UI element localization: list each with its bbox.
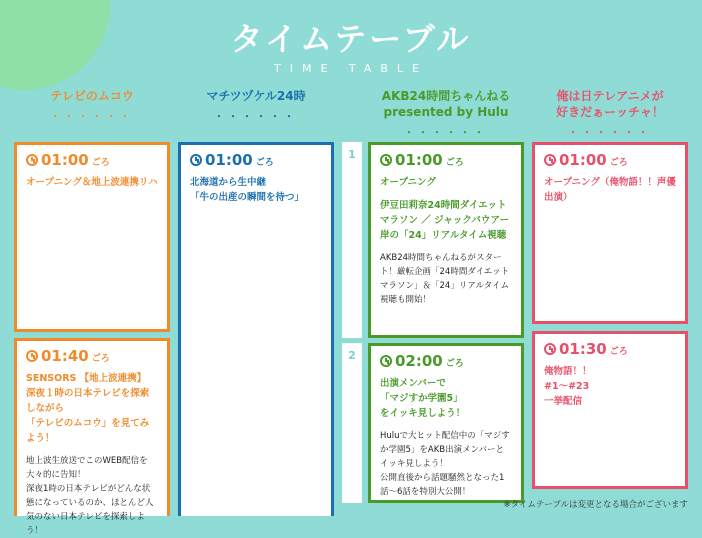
program-card[interactable] [368, 142, 524, 338]
channel-name: 俺は日テレアニメが 好きだぁーッチャ！ [556, 89, 664, 119]
program-title: 出演メンバーで 「マジすか学園5」 をイッキ見しよう！ [380, 378, 466, 419]
program-title: オープニング＆地上波連携リハ [26, 177, 158, 188]
page-title: タイムテーブル [230, 20, 472, 58]
time-approx: ごろ [445, 359, 464, 369]
clock-icon [190, 154, 202, 166]
program-title: SENSORS 【地上波連携】 深夜１時の日本テレビを探索しながら 「テレビのムコウ」を見てみよう！ [26, 373, 150, 444]
program-title-2: 伊豆田莉奈24時間ダイエットマラソン ／ ジャックバウアー岸の「24」リアルタイム視聴 [380, 200, 510, 241]
channel-name: テレビのムコウ [50, 89, 134, 103]
page-subtitle: TIME TABLE [274, 62, 428, 75]
start-time: 01:00 [41, 151, 89, 169]
start-time: 02:00 [395, 352, 443, 370]
start-time: 01:30 [559, 340, 607, 358]
channel-dots: ・・・・・・ [568, 128, 652, 139]
start-time: 01:00 [205, 151, 253, 169]
start-time: 01:00 [559, 151, 607, 169]
program-card[interactable] [178, 142, 334, 516]
program-title: オープニング [380, 177, 436, 188]
time-approx: ごろ [445, 158, 464, 168]
channel-header-2 [178, 88, 334, 126]
clock-icon [544, 154, 556, 166]
program-title: 俺物語！！ #1〜#23 一挙配信 [544, 366, 592, 407]
slot-marker-2: 2 [342, 343, 362, 503]
clock-icon [380, 355, 392, 367]
program-card[interactable] [14, 338, 170, 536]
program-title: オープニング（俺物語！！声優出演） [544, 177, 676, 203]
time-approx: ごろ [609, 158, 628, 168]
channel-header-3 [368, 88, 524, 142]
time-approx: ごろ [91, 354, 110, 364]
start-time: 01:40 [41, 347, 89, 365]
start-time: 01:00 [395, 151, 443, 169]
program-title: 北海道から生中継 「牛の出産の瞬間を待つ」 [190, 177, 305, 203]
slot-marker-1: 1 [342, 142, 362, 338]
channel-dots: ・・・・・・ [214, 112, 298, 123]
channel-dots: ・・・・・・ [50, 112, 134, 123]
channel-name: AKB24時間ちゃんねる presented by Hulu [381, 89, 511, 119]
program-card[interactable] [368, 343, 524, 503]
clock-icon [26, 350, 38, 362]
program-description: 地上波生放送でこのWEB配信を大々的に告知！ 深夜1時の日本テレビがどんな状態になっているのか、ほとんど人気のない日本テレビを探索しよう！ [26, 456, 154, 536]
clock-icon [544, 343, 556, 355]
time-approx: ごろ [91, 158, 110, 168]
clock-icon [380, 154, 392, 166]
time-approx: ごろ [255, 158, 274, 168]
program-card[interactable] [532, 331, 688, 489]
channel-dots: ・・・・・・ [404, 128, 488, 139]
clock-icon [26, 154, 38, 166]
program-description: AKB24時間ちゃんねるがスタート！厳転企画「24時間ダイエットマラソン」＆「24」リアルタイム視聴も開始！ [380, 253, 510, 305]
schedule-change-note: ※タイムテーブルは変更となる場合がございます [503, 500, 688, 510]
program-card[interactable] [532, 142, 688, 324]
channel-header-1 [14, 88, 170, 126]
time-approx: ごろ [609, 347, 628, 357]
program-description: Huluで大ヒット配信中の「マジすか学園5」をAKB出演メンバーとイッキ見しよう！ 公開直後から話題騒然となった1話〜6話を特別大公開！ [380, 431, 510, 497]
channel-header-4 [532, 88, 688, 142]
program-card[interactable] [14, 142, 170, 332]
channel-name: マチツヅケル24時 [206, 89, 306, 103]
